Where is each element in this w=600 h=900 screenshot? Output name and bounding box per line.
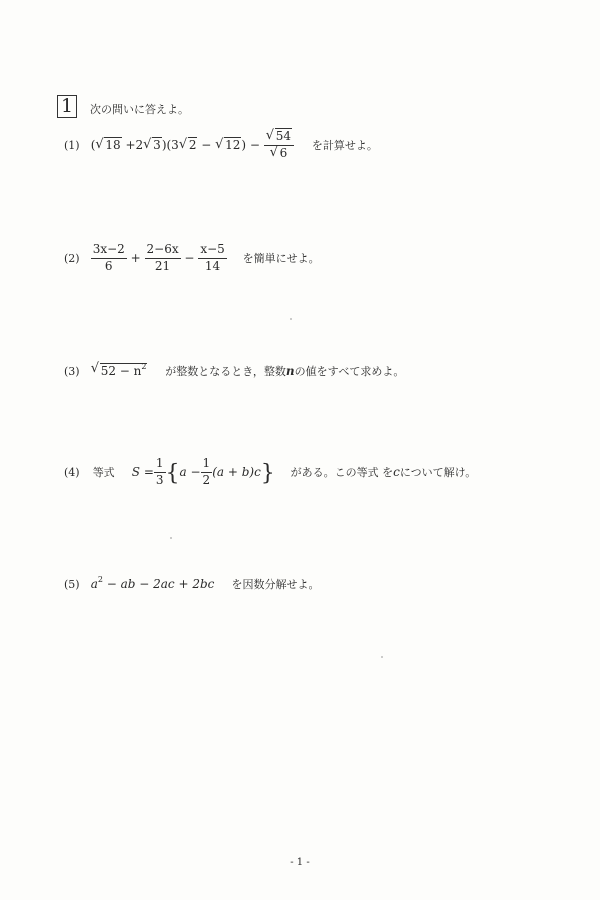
sqrt-12: √ 12 [215,138,241,152]
q4-fraction-one-half: $\frac{1}{2}$ [202,456,211,487]
sqrt-3: √ 3 [143,138,162,152]
question-3 [64,360,404,379]
problem-number-box: 1 [57,95,77,118]
question-5-instruction: を因数分解せよ。 [231,578,320,591]
question-1-expression [90,129,298,160]
page-number: - 1 - [290,857,310,868]
q1-fraction [264,130,294,161]
question-1-instruction: を計算せよ。 [311,138,378,152]
q2-fraction-2: $\frac{2-6x}{21}$ [146,242,179,273]
variable-c: c [393,464,400,479]
question-4-expression: S = $\frac{1}{3}$ {a − $\frac{1}{2}$ (a + b)c} [131,456,275,487]
question-5 [64,573,319,592]
question-5-number: (5) [64,578,80,591]
question-2-number: (2) [64,251,80,265]
sqrt-6: √ 6 [270,147,289,161]
question-4-instruction: がある。この等式 をcについて解け。 [290,464,477,479]
question-3-number: (3) [64,365,80,378]
question-4-number: (4) [64,465,80,479]
q1-close-minus: ) − [241,137,264,152]
q1-close-open: )(3 [161,137,179,152]
question-4 [64,457,476,488]
question-1-number: (1) [64,138,80,152]
scan-speck [170,537,172,539]
problem-intro: 次の問いに答えよ。 [90,103,189,116]
sqrt-52-minus-n-squared: √ $52 - n^2$ [91,362,148,378]
question-3-expression [91,364,152,378]
q1-minus: − [197,137,216,152]
sqrt-2: √ 2 [179,138,198,152]
q1-paren-open: ( [90,137,96,152]
scan-speck [290,318,292,320]
question-4-label: 等式 [92,465,115,479]
question-5-expression: $a^2$ − ab − 2ac + 2bc [90,575,215,591]
question-1 [64,130,378,161]
scan-speck [381,656,383,658]
variable-n: n [285,364,295,378]
sqrt-18: √ 18 [95,138,121,152]
q2-plus: + [130,250,141,265]
question-3-instruction: が整数となるとき，整数nの値をすべて求めよ。 [165,364,405,378]
question-2 [64,243,320,274]
q2-fraction-3: $\frac{x-5}{14}$ [200,242,225,273]
sqrt-54: √ 54 [266,130,292,144]
q4-fraction-one-third: $\frac{1}{3}$ [155,456,164,487]
q2-fraction-1: $\frac{3x-2}{6}$ [92,242,125,273]
question-2-instruction: を簡単にせよ。 [242,251,320,265]
q1-plus-2: +2 [121,137,144,152]
question-2-expression [91,242,231,273]
q2-minus: − [184,250,195,265]
